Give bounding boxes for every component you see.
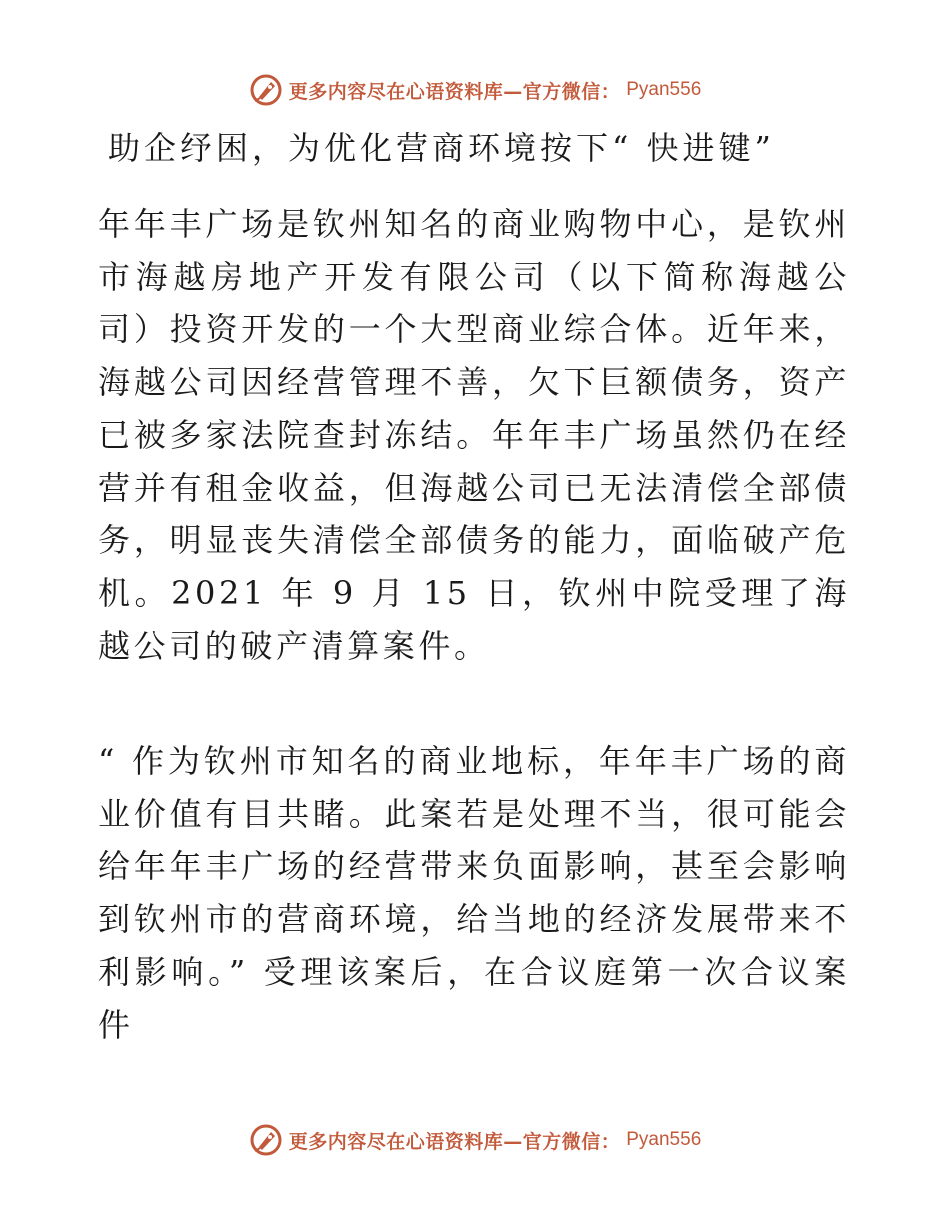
- banner-text: 更多内容尽在心语资料库—官方微信：: [288, 1130, 621, 1153]
- paragraph-2: “ 作为钦州市知名的商业地标，年年丰广场的商业价值有目共睹。此案若是处理不当，很可能会给年年丰广场的经营带来负面影响，甚至会影响到钦州市的营商环境，给当地的经济发展带来不利影响。” 受理该案后，在合议庭第一次合议案件: [98, 742, 850, 1044]
- pen-nib-logo-icon: [249, 73, 283, 107]
- banner-wechat-id: Pyan556: [626, 1129, 702, 1150]
- document-title: 助企纾困，为优化营商环境按下“ 快进键”: [108, 129, 775, 167]
- footer-banner: [0, 1120, 950, 1160]
- pen-nib-logo-icon: [249, 1123, 283, 1157]
- banner-text: 更多内容尽在心语资料库—官方微信：: [288, 80, 621, 103]
- paragraph-1: 年年丰广场是钦州知名的商业购物中心，是钦州市海越房地产开发有限公司（以下简称海越公司）投资开发的一个大型商业综合体。近年来，海越公司因经营管理不善，欠下巨额债务，资产已被多家法院查封冻结。年年丰广场虽然仍在经营并有租金收益，但海越公司已无法清偿全部债务，明显丧失清偿全部债务的能力，面临破产危机。2021 年 9 月 15 日，钦州中院受理了海越公司的破产清算案件。: [98, 205, 850, 665]
- banner-wechat-id: Pyan556: [626, 79, 702, 100]
- header-banner: [0, 70, 950, 110]
